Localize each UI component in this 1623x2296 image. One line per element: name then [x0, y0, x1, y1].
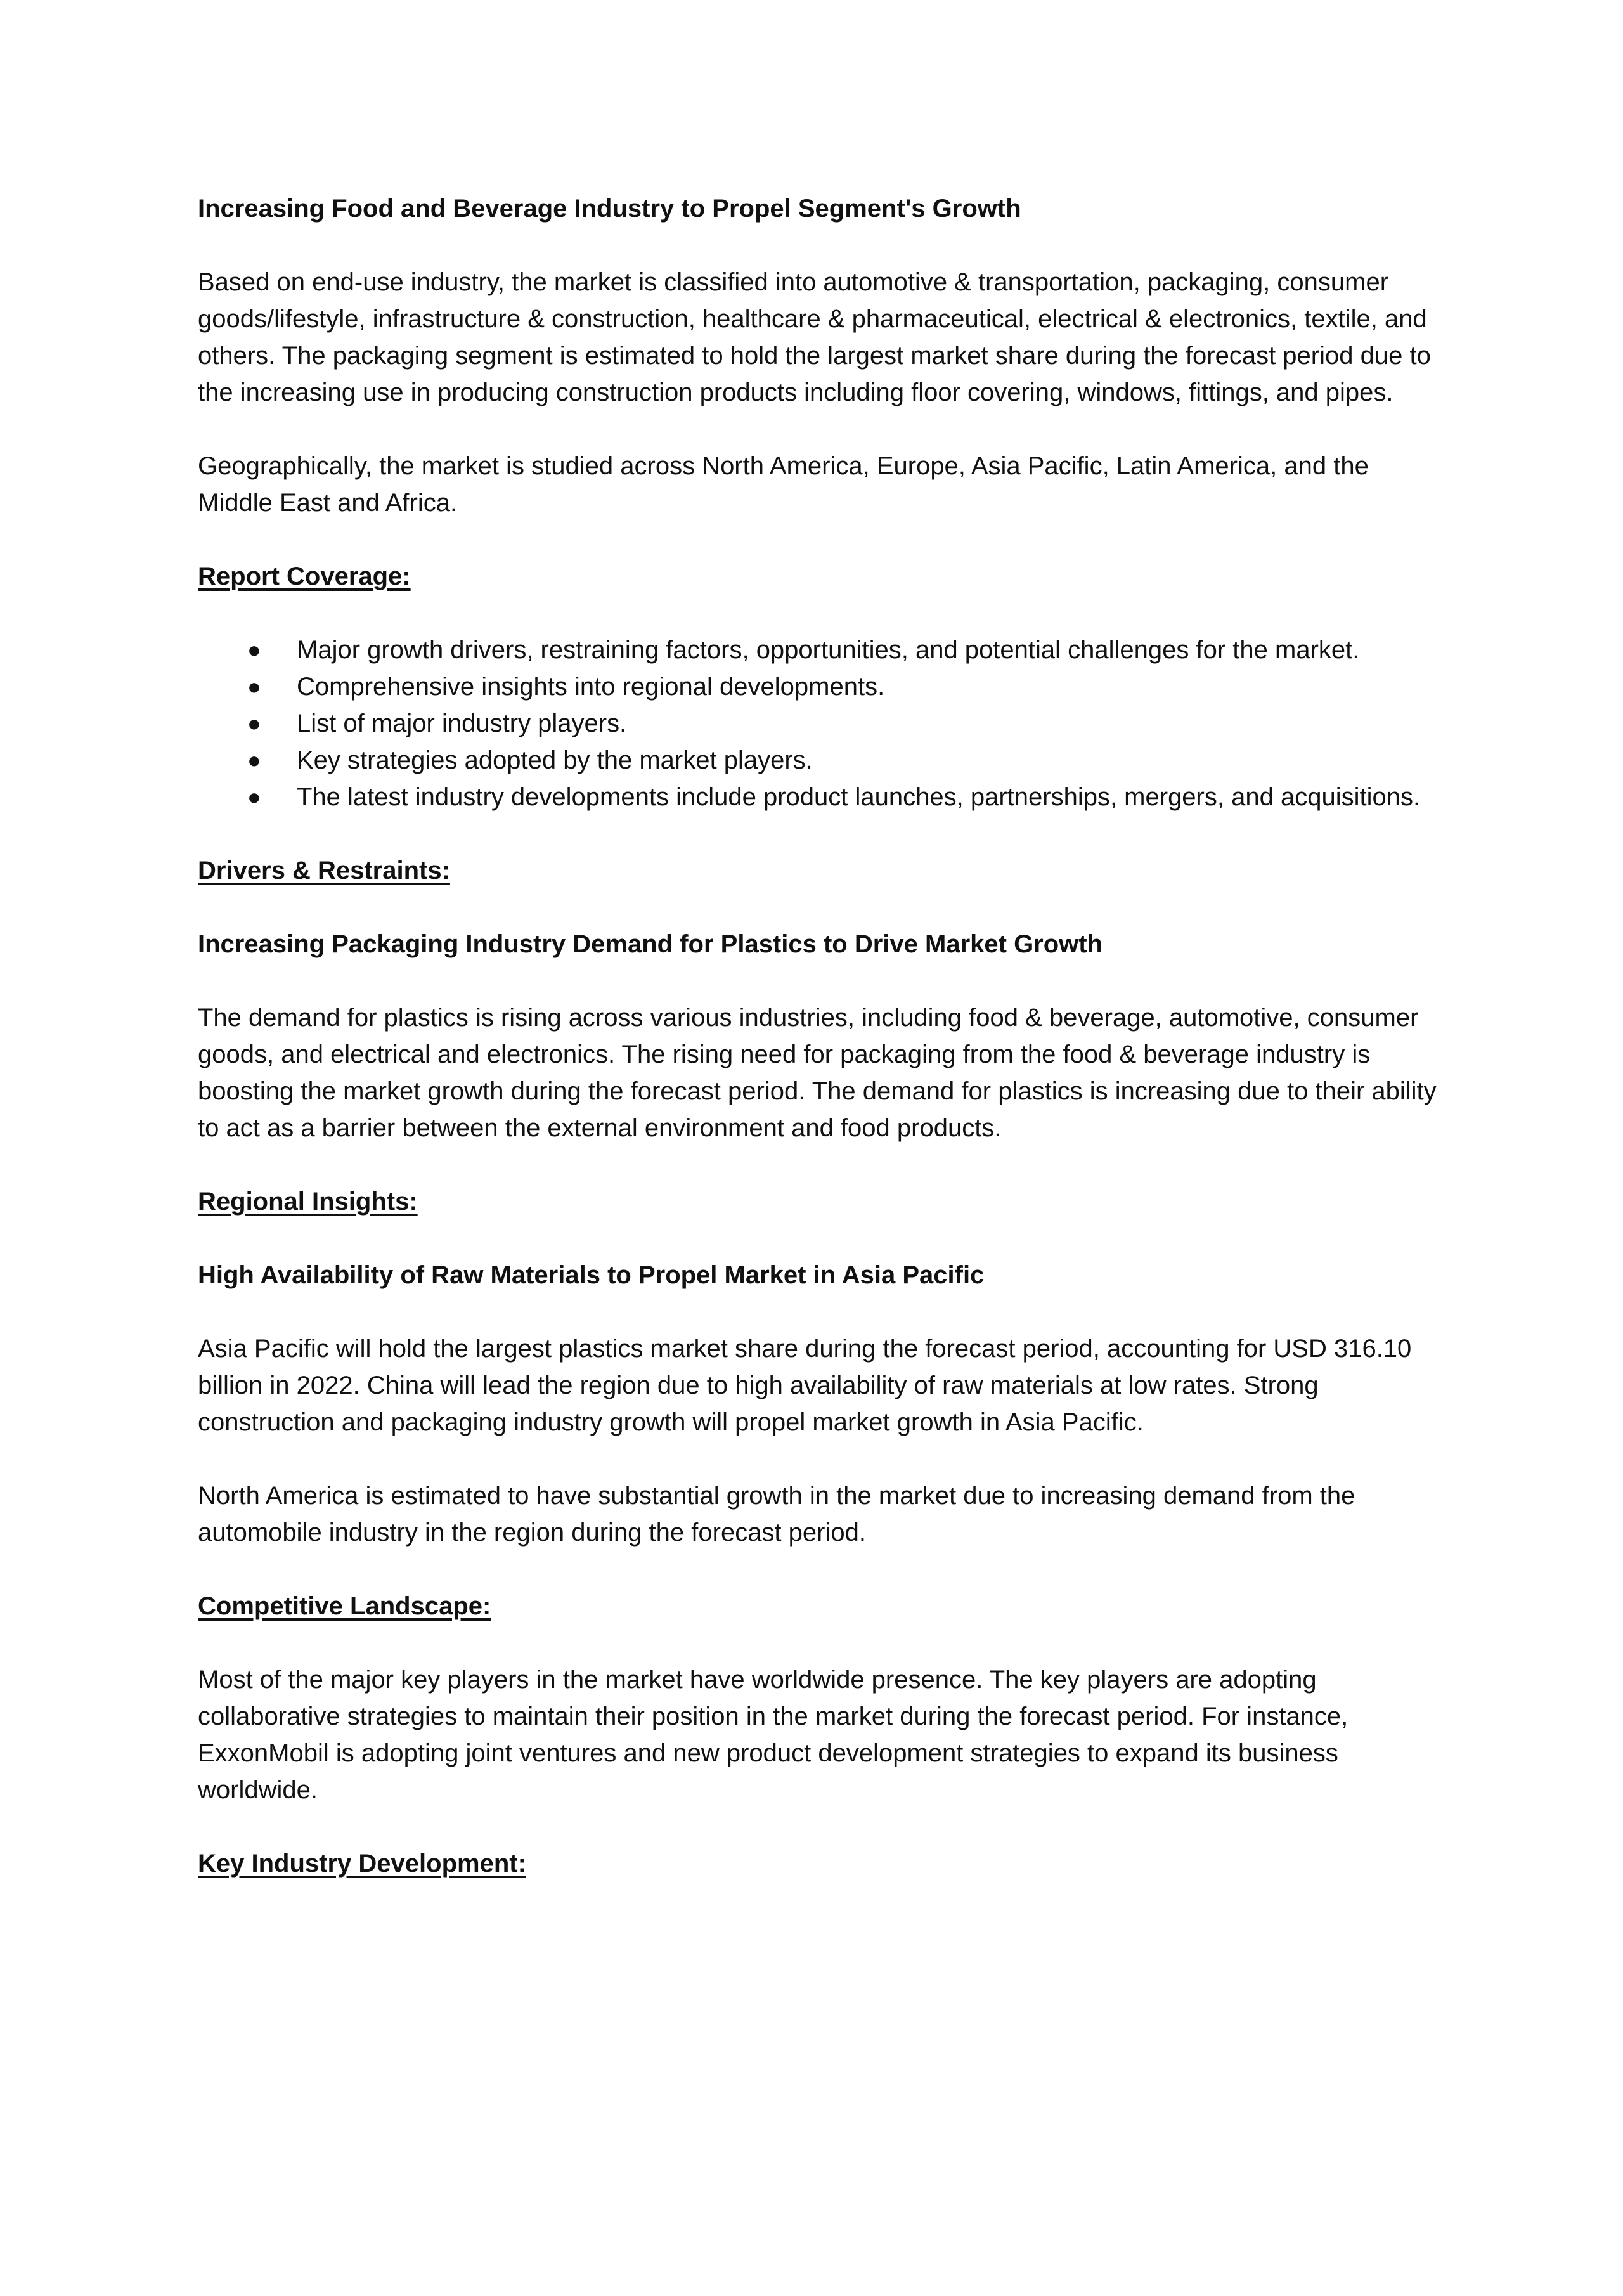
- list-item: [247, 779, 1440, 815]
- list-item: [247, 668, 1440, 705]
- heading-key-industry-development: Key Industry Development:: [198, 1850, 526, 1878]
- paragraph-end-use: Based on end-use industry, the market is classified into automotive & transportation, packaging, consumer goods/lifestyle, infrastructure & construction, healthcare & pharmaceutical, electrical & electronics, textile, and others. The packaging segment is estimated to hold the largest market share during the forecast period due to the increasing use in producing construction products including floor covering, windows, fittings, and pipes.: [198, 268, 1431, 406]
- paragraph-asia-pacific: Asia Pacific will hold the largest plastics market share during the forecast period, accounting for USD 316.10 billion in 2022. China will lead the region due to high availability of raw materials at low rates. Strong construction and packaging industry growth will propel market growth in Asia Pacific.: [198, 1335, 1412, 1436]
- bullet-icon: ●: [247, 637, 261, 663]
- subheading-raw-materials: High Availability of Raw Materials to Propel Market in Asia Pacific: [198, 1261, 985, 1289]
- document-page: [198, 190, 1440, 1919]
- heading-drivers-restraints: Drivers & Restraints:: [198, 857, 450, 885]
- list-item-text: List of major industry players.: [297, 710, 627, 737]
- paragraph-geography: Geographically, the market is studied across North America, Europe, Asia Pacific, Latin America, and the Middle East and Africa.: [198, 452, 1369, 517]
- list-item: [247, 705, 1440, 742]
- report-coverage-list: [198, 632, 1440, 815]
- heading-food-beverage: Increasing Food and Beverage Industry to Propel Segment's Growth: [198, 195, 1021, 223]
- paragraph-competitive: Most of the major key players in the market have worldwide presence. The key players are adopting collaborative strategies to maintain their position in the market during the forecast period. For instance, ExxonMobil is adopting joint ventures and new product development strategies to expand its business worldwide.: [198, 1666, 1348, 1804]
- bullet-icon: ●: [247, 673, 261, 699]
- list-item-text: Major growth drivers, restraining factors, opportunities, and potential challenges for the market.: [297, 636, 1360, 664]
- paragraph-north-america: North America is estimated to have substantial growth in the market due to increasing demand from the automobile industry in the region during the forecast period.: [198, 1482, 1355, 1547]
- list-item-text: The latest industry developments include product launches, partnerships, mergers, and acquisitions.: [297, 783, 1421, 811]
- bullet-icon: ●: [247, 747, 261, 773]
- bullet-icon: ●: [247, 784, 261, 810]
- heading-competitive-landscape: Competitive Landscape:: [198, 1592, 491, 1620]
- subheading-packaging-demand: Increasing Packaging Industry Demand for Plastics to Drive Market Growth: [198, 930, 1103, 958]
- list-item-text: Comprehensive insights into regional developments.: [297, 673, 885, 701]
- list-item: [247, 742, 1440, 779]
- paragraph-drivers: The demand for plastics is rising across various industries, including food & beverage, automotive, consumer goods, and electrical and electronics. The rising need for packaging from the food & beverage industry is boosting the market growth during the forecast period. The demand for plastics is increasing due to their ability to act as a barrier between the external environment and food products.: [198, 1004, 1437, 1142]
- list-item: [247, 632, 1440, 668]
- bullet-icon: ●: [247, 710, 261, 736]
- heading-regional-insights: Regional Insights:: [198, 1188, 418, 1216]
- heading-report-coverage: Report Coverage:: [198, 562, 411, 590]
- list-item-text: Key strategies adopted by the market players.: [297, 746, 813, 774]
